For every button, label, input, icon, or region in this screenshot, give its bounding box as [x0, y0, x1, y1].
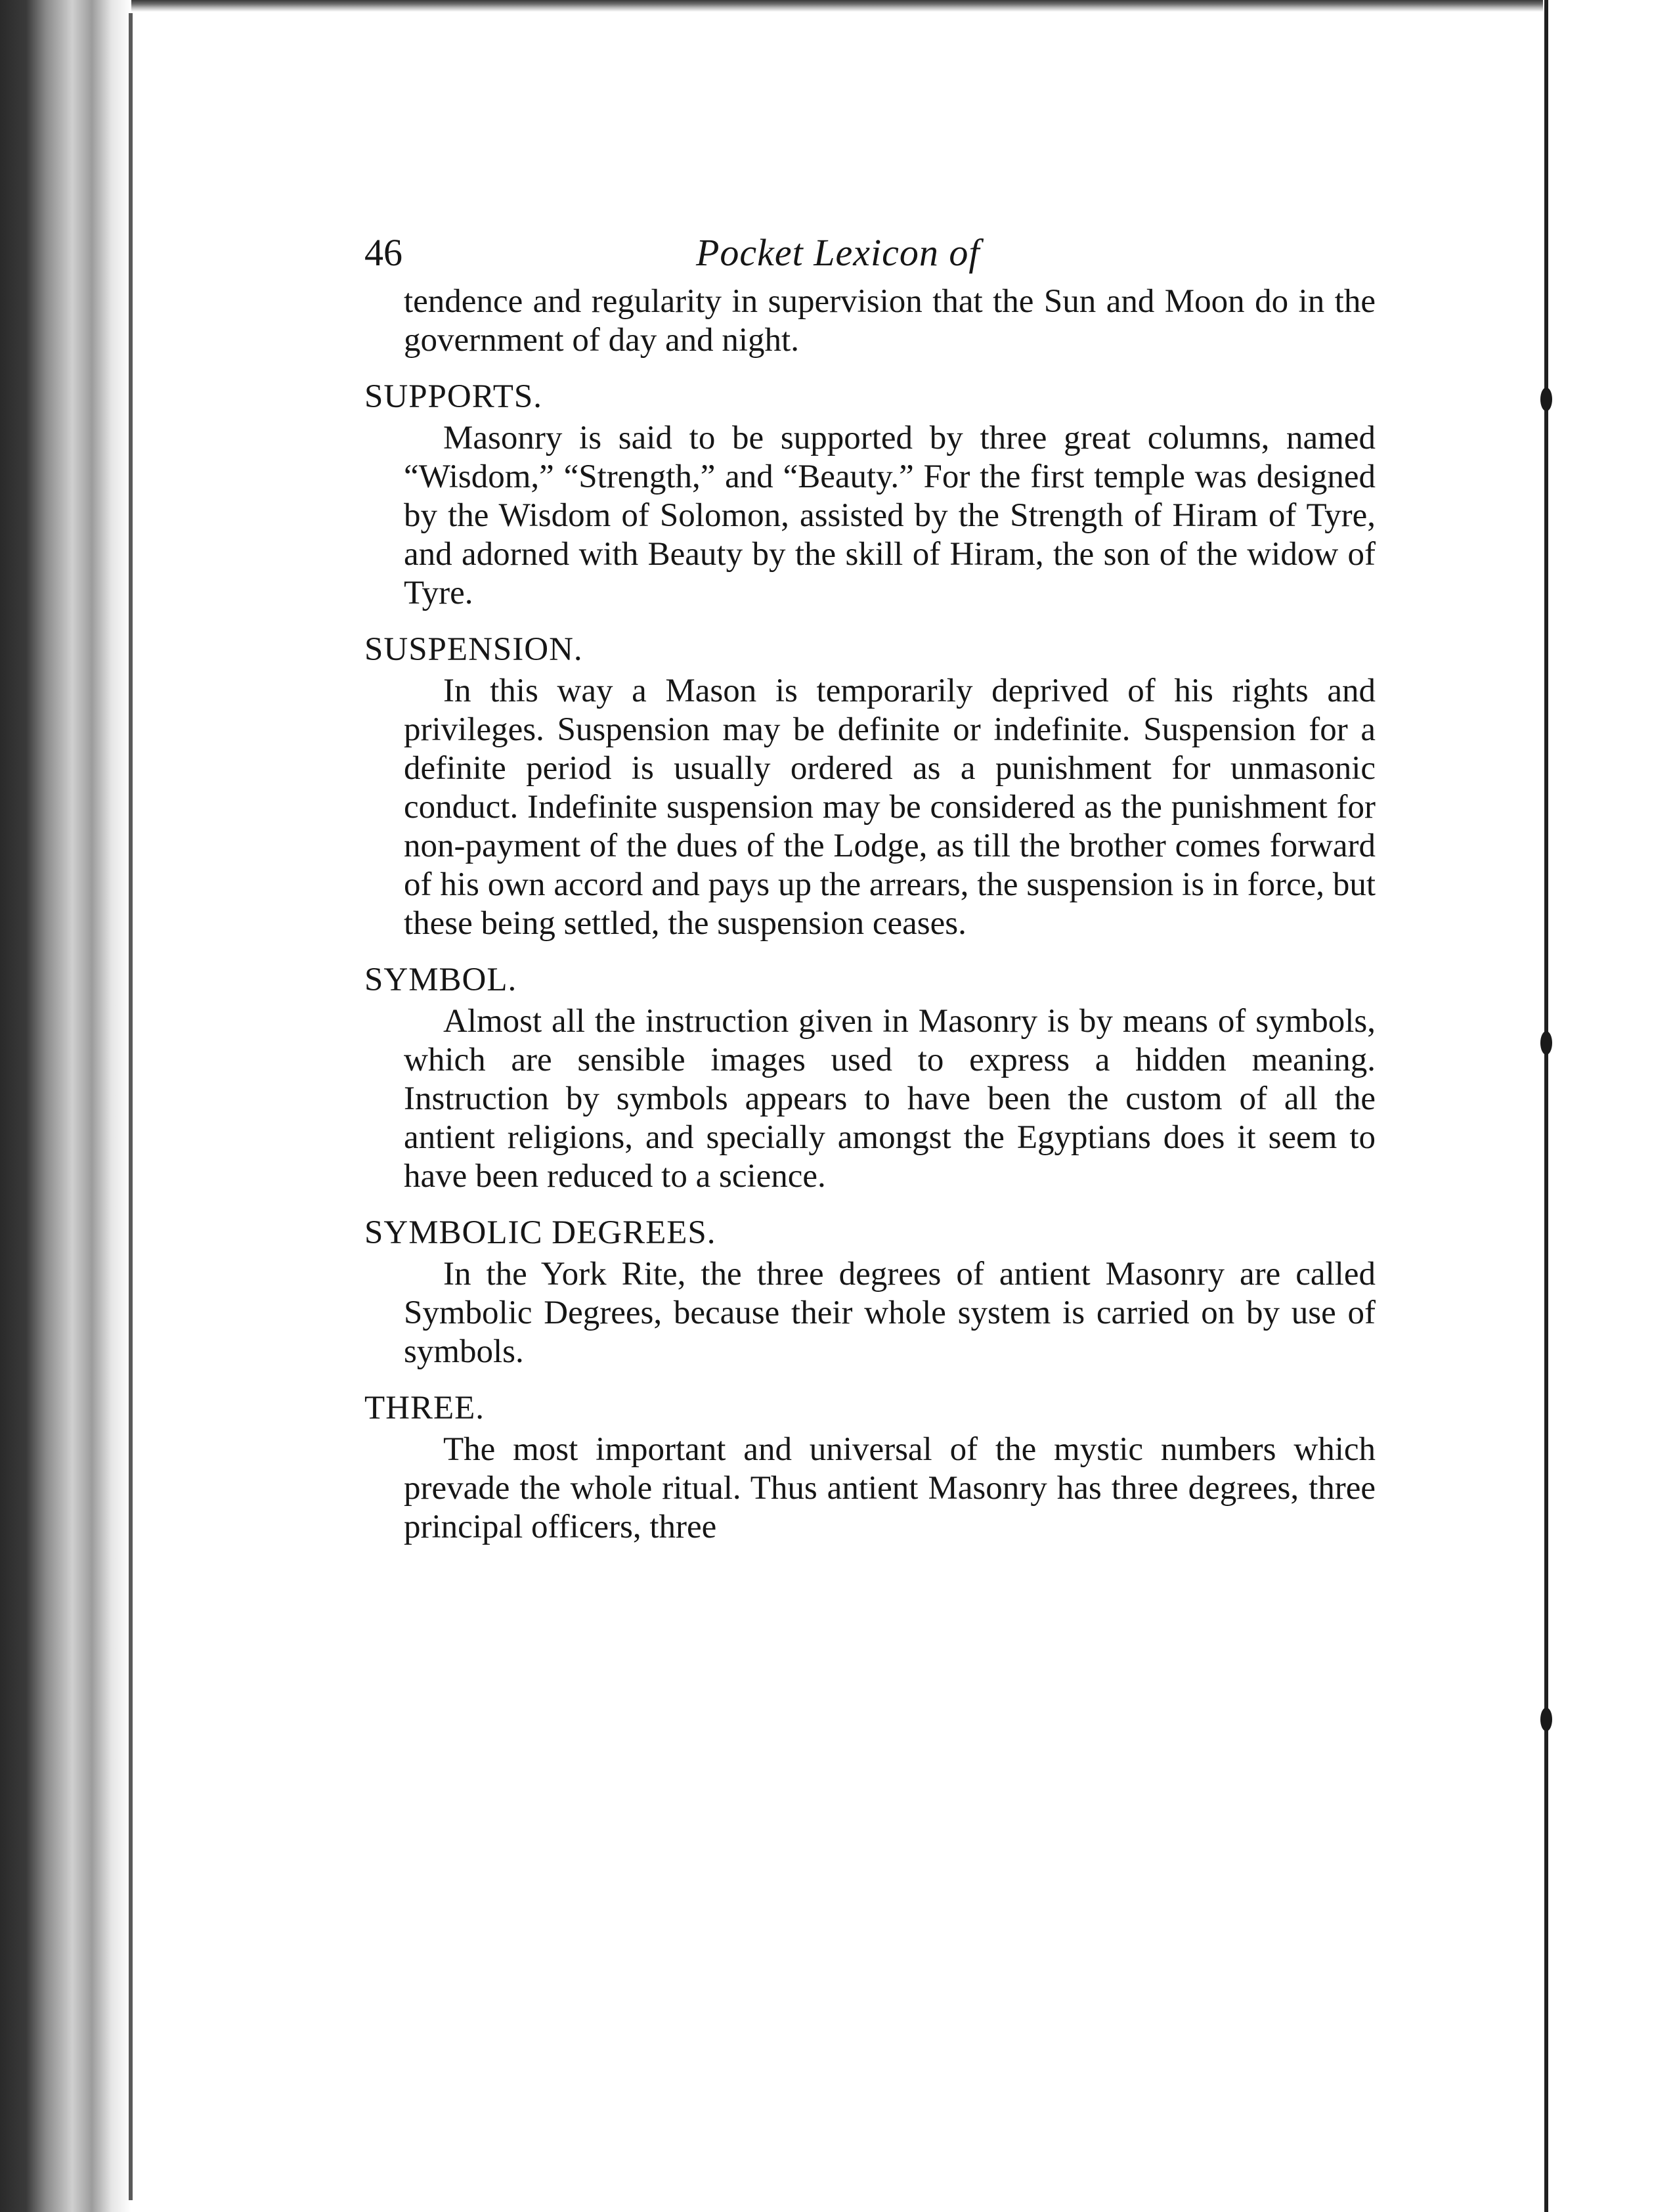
- lexicon-entry-suspension: [364, 627, 1376, 943]
- entry-body: In the York Rite, the three degrees of antient Masonry are called Symbolic Degrees, because their whole system is carried on by use of symbols.: [404, 1256, 1376, 1370]
- entry-body: Almost all the instruction given in Masonry is by means of symbols, which are sensible images used to express a hidden meaning. Instruction by symbols appears to have been the custom of all the antient religions, and specially amongst the Egyptians does it seem to have been reduced to a science.: [404, 1003, 1376, 1195]
- running-head: [364, 223, 1376, 282]
- entry-heading: SYMBOLIC DEGREES.: [364, 1214, 716, 1251]
- lexicon-entry-symbolic-degrees: [364, 1210, 1376, 1371]
- lexicon-entry-symbol: [364, 958, 1376, 1196]
- text-column: [364, 223, 1376, 1547]
- lexicon-entry-supports: [364, 374, 1376, 613]
- entry-body: Masonry is said to be supported by three great columns, named “Wisdom,” “Strength,” and “Beauty.” For the first temple was designed by the Wisdom of Solomon, assisted by the Strength of Hiram of Tyre, and adorned with Beauty by the skill of Hiram, the son of the widow of Tyre.: [404, 420, 1376, 611]
- continued-paragraph: tendence and regularity in supervision that the Sun and Moon do in the government of day and night.: [404, 283, 1376, 359]
- right-margin: [1548, 0, 1673, 2212]
- entry-body: In this way a Mason is temporarily deprived of his rights and privileges. Suspension may be definite or indefinite. Suspension for a definite period is usually ordered as a punishment for unmasonic conduct. Indefinite suspension may be considered as the punishment for non-payment of the dues of the Lodge, as till the brother comes forward of his own accord and pays up the arrears, the suspension is in force, but these being settled, the suspension ceases.: [404, 673, 1376, 942]
- entry-heading: THREE.: [364, 1390, 485, 1427]
- book-binding-edge: [0, 0, 131, 2212]
- entry-heading: SYMBOL.: [364, 962, 517, 998]
- entry-heading: SUSPENSION.: [364, 631, 583, 668]
- top-page-edge: [131, 0, 1543, 12]
- edge-mark: [1540, 387, 1552, 411]
- edge-mark: [1540, 1031, 1552, 1055]
- edge-mark: [1540, 1708, 1552, 1731]
- entry-body: The most important and universal of the mystic numbers which prevade the whole ritual. Thus antient Masonry has three degrees, three principal officers, three: [404, 1431, 1376, 1545]
- left-page-edge: [129, 13, 133, 2200]
- lexicon-entry-three: [364, 1386, 1376, 1547]
- page-number: 46: [364, 231, 402, 274]
- running-title: Pocket Lexicon of: [696, 231, 980, 274]
- entry-heading: SUPPORTS.: [364, 378, 542, 415]
